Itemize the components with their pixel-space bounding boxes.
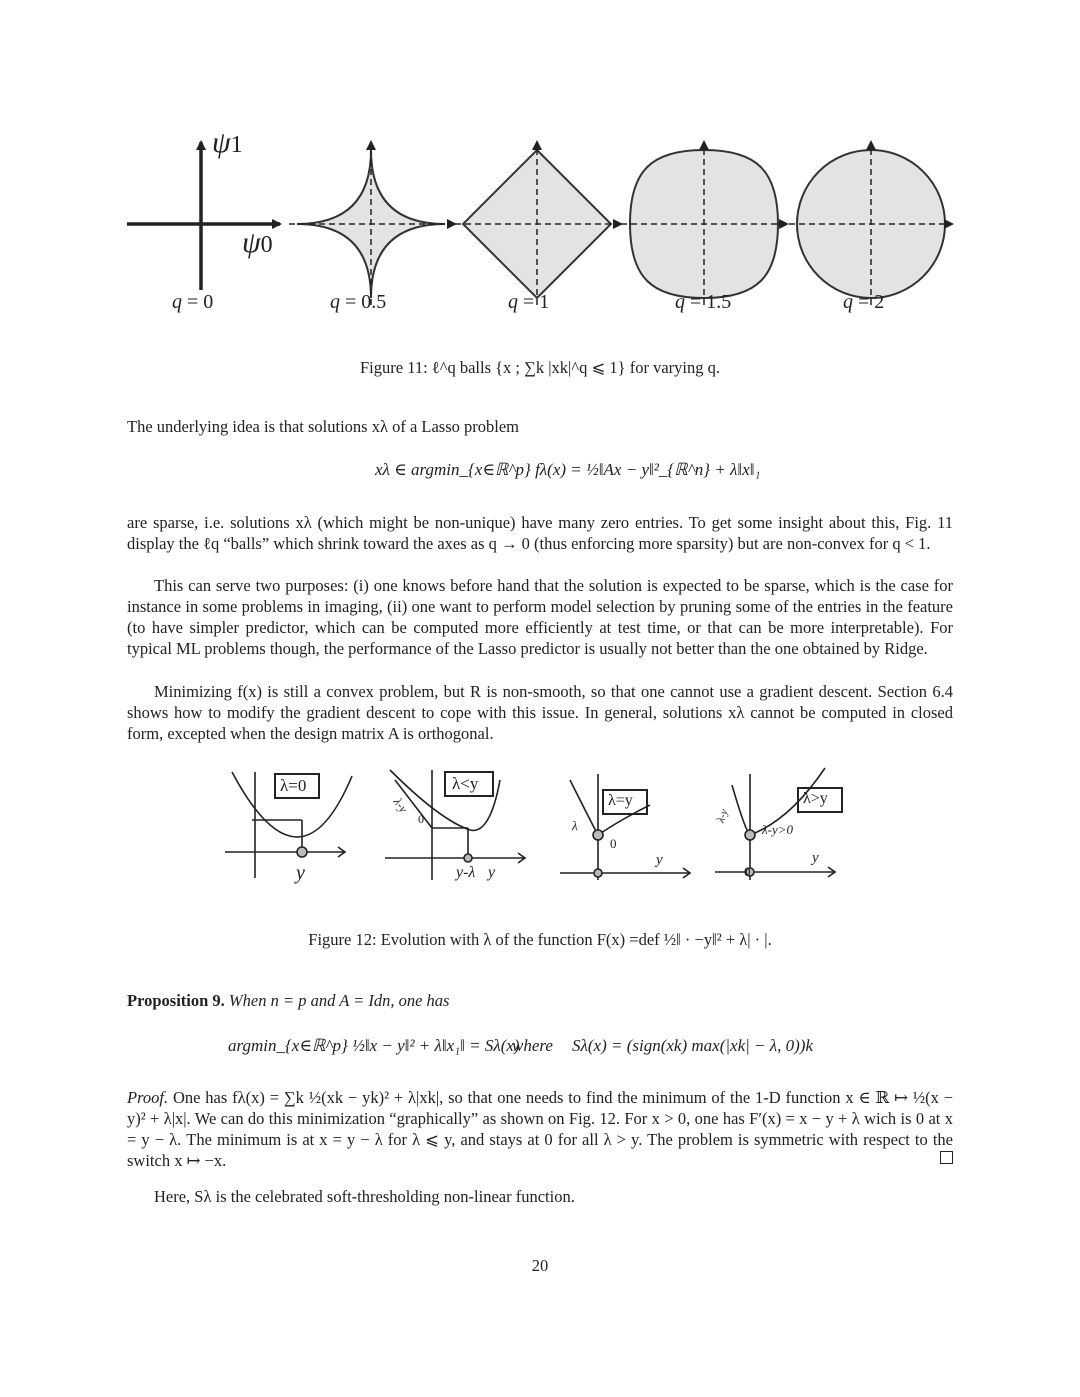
paragraph-purposes: This can serve two purposes: (i) one knows before hand that the solution is expected to be sparse, which is the case for instance in some problems in imaging, (ii) one want to perform model selection by pruning some of the entries in the feature (to have simpler predictor, which can be computed more efficiently at test time, or that can be more interpretable). For typical ML problems though, the performance of the Lasso predictor is usually not better than the one obtained by Ridge. (127, 576, 953, 658)
panel4-y-label: y (812, 850, 819, 866)
q-label-15: q = 1.5 (675, 291, 732, 313)
psi0-label: ψ0 (242, 226, 273, 259)
panel-lambda-eq-y (560, 774, 690, 880)
page-number: 20 (531, 1256, 549, 1275)
panel2-y-label: y (488, 864, 496, 881)
proposition-statement: When n = p and A = Idn, one has (228, 991, 450, 1010)
panel4-condition-label: λ-y>0 (762, 822, 794, 837)
figure-11-lq-balls (0, 0, 1080, 330)
panel2-ylambda-label: y-λ (456, 864, 476, 881)
proposition-equation-right: Sλ(x) = (sign(xk) max(|xk| − λ, 0))k (572, 1036, 813, 1055)
q-label-05: q = 0.5 (330, 291, 387, 313)
proposition-where: where (512, 1036, 553, 1055)
panel3-lambda-label: λ (572, 818, 578, 833)
panel4-box-label: λ>y (803, 790, 828, 807)
q05-ball (289, 142, 455, 305)
panel4-slope-label: λ-y (714, 807, 731, 825)
paragraph-convexity: Minimizing f(x) is still a convex problem, but R is non-smooth, so that one cannot use a gradient descent. Section 6.4 shows how to modify the gradient descent to cope with this issue. In general, solutions xλ cannot be computed in closed form, excepted when the design matrix A is orthogonal. (127, 682, 953, 743)
qed-symbol (940, 1151, 953, 1164)
q-label-1: q = 1 (508, 291, 550, 313)
psi1-label: ψ1 (212, 126, 243, 159)
proof-label: Proof. (127, 1088, 169, 1107)
panel3-box-label: λ=y (608, 792, 633, 809)
panel2-slope-label: λ-y (390, 795, 411, 816)
panel1-box-label: λ=0 (280, 776, 307, 795)
q2-ball (789, 142, 952, 305)
q0-axes (127, 142, 280, 290)
paragraph-sparsity: are sparse, i.e. solutions xλ (which might be non-unique) have many zero entries. To get some insight about this, Fig. 11 display the ℓq “balls” which shrink toward the axes as q → 0 (thus enforcing more sparsity) but are non-convex for q < 1. (127, 513, 953, 553)
proposition-equation-left: argmin_{x∈ℝ^p} ½‖x − y‖² + λ‖x₁‖ = Sλ(x) (228, 1036, 520, 1055)
proof-text: One has fλ(x) = ∑k ½(xk − yk)² + λ|xk|, so that one needs to find the minimum of the 1-D function x ∈ ℝ ↦ ½(x − y)² + λ|x|. We can do this minimization “graphically” as shown on Fig. 12. For x > 0, one has F′(x) = x − y + λ wich is 0 at x = y − λ. The minimum is at x = y − λ for λ ⩽ y, and stays at 0 for all λ > y. The problem is symmetric with respect to the switch x ↦ −x. (127, 1088, 954, 1170)
lasso-equation: xλ ∈ argmin_{x∈ℝ^p} fλ(x) = ½‖Ax − y‖²_{ℝ^n} + λ‖x‖₁ (375, 460, 761, 479)
panel2-box-label: λ<y (452, 774, 479, 793)
figure-12-caption: Figure 12: Evolution with λ of the function F(x) =def ½‖ · −y‖² + λ| · |. (308, 930, 772, 949)
q1-ball (455, 142, 621, 305)
proposition-title: Proposition 9. (127, 991, 225, 1010)
q-label-0: q = 0 (172, 291, 214, 313)
figure-11-caption: Figure 11: ℓ^q balls {x ; ∑k |xk|^q ⩽ 1} for varying q. (360, 358, 720, 377)
closing-paragraph: Here, Sλ is the celebrated soft-thresholding non-linear function. (154, 1187, 575, 1206)
panel4-zero-label: 0 (744, 864, 751, 879)
q15-ball (621, 142, 787, 305)
panel2-zero-label: 0 (418, 812, 424, 826)
proof-paragraph (127, 1087, 953, 1171)
panel3-y-label: y (656, 852, 663, 868)
proposition-9 (127, 990, 953, 1011)
q-label-2: q = 2 (843, 291, 885, 313)
figure-12-sketches (0, 760, 1080, 900)
panel1-y-label: y (296, 862, 305, 884)
panel3-zero-label: 0 (610, 836, 617, 851)
intro-paragraph: The underlying idea is that solutions xλ of a Lasso problem (127, 417, 520, 436)
